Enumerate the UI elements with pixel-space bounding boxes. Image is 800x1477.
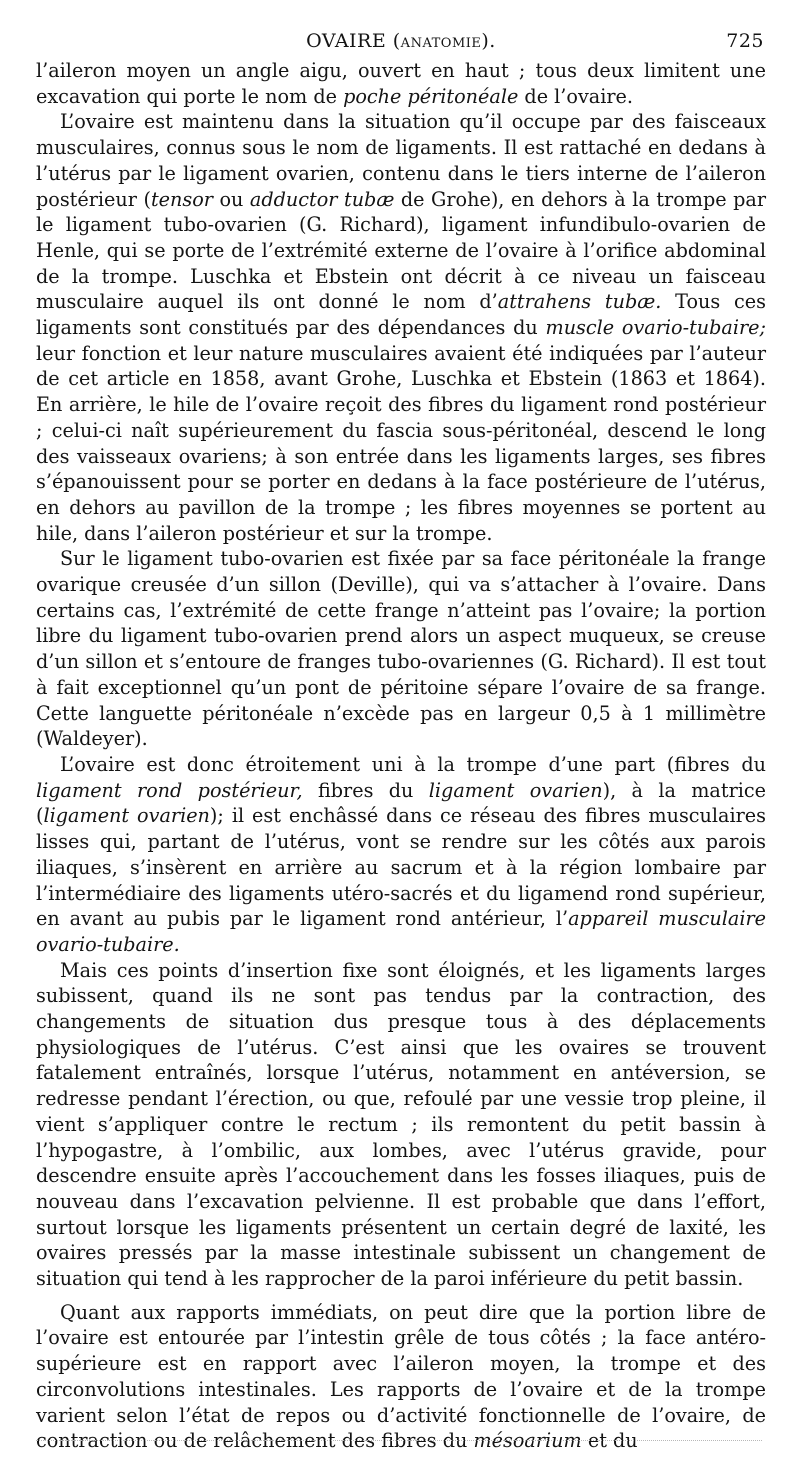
text-run: Quant aux rapports immédiats, on peut dire que la portion libre de l’ovaire est entourée par l’intestin grêle de tous côtés ; la face antéro-supérieure est en rapport avec l’aileron moyen, la trompe et des circonvolutions intestinales. Les rapports de l’ovaire et de la trompe varient selon l’état de repos ou d’activité fonctionnelle de l’ovaire, de contraction ou de relâchement des fibres du (36, 1300, 766, 1453)
italic-run: appareil musculaire ovario-tubaire. (36, 907, 766, 956)
italic-run: ligament ovarien (43, 804, 210, 828)
document-page (36, 30, 766, 1454)
italic-run: tensor (150, 187, 213, 211)
text-run: de l’ovaire. (518, 84, 633, 108)
italic-run: mésoarium (473, 1429, 582, 1453)
running-head-title-sub: (anatomie). (392, 30, 496, 52)
running-head (36, 30, 766, 58)
text-run: fibres du (302, 778, 429, 802)
footer-divider (36, 1440, 762, 1441)
paragraph-2 (36, 109, 766, 546)
running-head-title (36, 30, 766, 52)
italic-run: muscle ovario-tubaire; (545, 316, 766, 340)
text-run: leur fonction et leur nature musculaires avaient été indiquées par l’auteur de cet article en 1858, avant Grohe, Luschka et Ebstein (1863 et 1864). En arrière, le hile de l’ovaire reçoit des fibres du ligament rond postérieur ; celui-ci naît supérieurement du fascia sous-péritonéal, descend le long des vaisseaux ovariens; à son entrée dans les ligaments larges, ses fibres s’épanouissent pour se porter en dedans à la face postérieure de l’utérus, en dehors au pavillon de la trompe ; les fibres moyennes se portent au hile, dans l’aileron postérieur et sur la trompe. (36, 341, 766, 545)
text-run: et du (581, 1429, 638, 1453)
text-run: L’ovaire est maintenu dans la situation qu’il occupe par des faisceaux musculaires, connus sous le nom de ligaments. Il est rattaché en dedans à l’utérus par le ligament ovarien, contenu dans le tiers interne de l’aileron postérieur ( (36, 110, 766, 211)
italic-run: ligament rond postérieur, (36, 778, 303, 802)
text-run: de Grohe), en dehors à la trompe par le ligament tubo-ovarien (G. Richard), ligament infundibulo-ovarien de Henle, qui se porte de l’extrémité externe de l’ovaire à l’orifice abdominal de la trompe. Luschka et Ebstein ont décrit à ce niveau un faisceau musculaire auquel ils ont donné le nom d’ (36, 187, 766, 314)
paragraph-6 (36, 1300, 766, 1454)
article-body (36, 58, 766, 1454)
text-run: Tous ces ligaments sont constitués par des dépendances du (36, 290, 766, 340)
paragraph-5 (36, 958, 766, 1292)
text-run: ou (212, 187, 250, 211)
text-run: ), à la matrice ( (36, 778, 766, 828)
italic-run: attrahens tubæ. (497, 290, 662, 314)
paragraph-4 (36, 752, 766, 958)
italic-run: poche péritonéale (343, 84, 519, 108)
running-head-title-main: OVAIRE (306, 30, 387, 52)
text-run: L’ovaire est donc étroitement uni à la trompe d’une part (fibres du (60, 752, 766, 776)
text-run: Mais ces points d’insertion fixe sont éloignés, et les ligaments larges subissent, quand ils ne sont pas tendus par la contraction, des changements de situation dus presque tous à des déplacements physiologiques de l’utérus. C’est ainsi que les ovaires se trouvent fatalement entraînés, lorsque l’utérus, notamment en antéversion, se redresse pendant l’érection, ou que, refoulé par une vessie trop pleine, il vient s’appliquer contre le rectum ; ils remontent du petit bassin à l’hypogastre, à l’ombilic, aux lombes, avec l’utérus gravide, pour descendre ensuite après l’accouchement dans les fosses iliaques, puis de nouveau dans l’excavation pelvienne. Il est probable que dans l’effort, surtout lorsque les ligaments présentent un certain degré de laxité, les ovaires pressés par la masse intestinale subissent un changement de situation qui tend à les rapprocher de la paroi inférieure du petit bassin. (36, 958, 766, 1291)
italic-run: adductor tubæ (249, 187, 395, 211)
text-run: Sur le ligament tubo-ovarien est fixée par sa face péritonéale la frange ovarique creusée d’un sillon (Deville), qui va s’attacher à l’ovaire. Dans certains cas, l’extrémité de cette frange n’atteint pas l’ovaire; la portion libre du ligament tubo-ovarien prend alors un aspect muqueux, se creuse d’un sillon et s’entoure de franges tubo-ovariennes (G. Richard). Il est tout à fait exceptionnel qu’un pont de péritoine sépare l’ovaire de sa frange. Cette languette péritonéale n’excède pas en largeur 0,5 à 1 millimètre (Waldeyer). (36, 547, 766, 751)
italic-run: ligament ovarien (428, 778, 603, 802)
text-run: l’aileron moyen un angle aigu, ouvert en haut ; tous deux limitent une excavation qui porte le nom de (36, 59, 766, 108)
paragraph-3 (36, 546, 766, 752)
paragraph-1 (36, 58, 766, 109)
text-run: ); il est enchâssé dans ce réseau des fibres musculaires lisses qui, partant de l’utérus, vont se rendre sur les côtés aux parois iliaques, s’insèrent en arrière au sacrum et à la région lombaire par l’intermédiaire des ligaments utéro-sacrés et du ligamend rond supérieur, en avant au pubis par le ligament rond antérieur, l’ (36, 804, 766, 931)
page-number: 725 (726, 30, 764, 52)
